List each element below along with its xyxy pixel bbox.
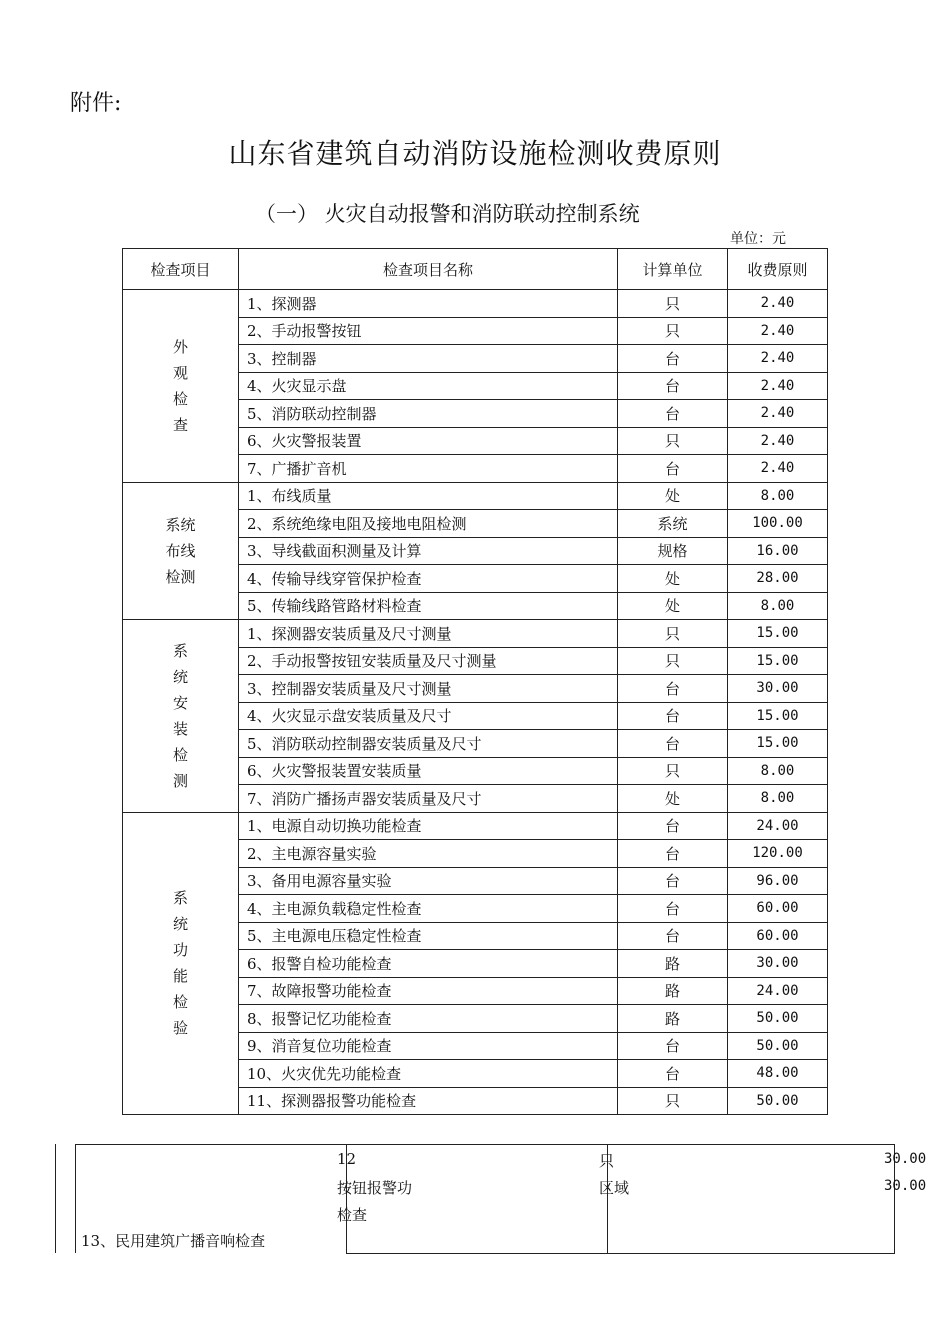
item-fee: 15.00 [728,730,828,758]
item-fee: 50.00 [728,1087,828,1115]
item-fee: 8.00 [728,592,828,620]
column-header: 检查项目名称 [239,249,618,290]
table-row [123,812,828,840]
item-fee: 2.40 [728,455,828,483]
item-fee: 60.00 [728,895,828,923]
item-unit: 台 [618,1060,728,1088]
fragment-border [75,1144,76,1253]
item-name: 3、控制器 [239,345,618,373]
table-row [123,620,828,648]
column-header: 收费原则 [728,249,828,290]
item-unit: 处 [618,565,728,593]
item-fee: 24.00 [728,977,828,1005]
item-fee: 60.00 [728,922,828,950]
item-unit: 规格 [618,537,728,565]
item13-fee: 30.00 [884,1178,927,1194]
item-unit: 只 [618,757,728,785]
item-unit: 台 [618,675,728,703]
item-unit: 只 [618,290,728,318]
item-fee: 50.00 [728,1032,828,1060]
item-fee: 2.40 [728,400,828,428]
unit-note: 单位：元 [730,231,786,247]
item-fee: 15.00 [728,620,828,648]
item-fee: 96.00 [728,867,828,895]
item-name: 7、消防广播扬声器安装质量及尺寸 [239,785,618,813]
item-fee: 2.40 [728,427,828,455]
table-row [123,482,828,510]
item-unit: 处 [618,592,728,620]
item-unit: 台 [618,840,728,868]
item-fee: 28.00 [728,565,828,593]
item-unit: 台 [618,1032,728,1060]
item12-unit: 只 [599,1152,615,1170]
item-fee: 30.00 [728,950,828,978]
item-unit: 台 [618,702,728,730]
item-unit: 处 [618,785,728,813]
item-unit: 路 [618,1005,728,1033]
item-name: 2、手动报警按钮 [239,317,618,345]
group-label: 系 统 安 装 检 测 [123,620,239,813]
attachment-label: 附件: [70,91,122,116]
item-unit: 台 [618,455,728,483]
item-name: 5、传输线路管路材料检查 [239,592,618,620]
item-fee: 2.40 [728,372,828,400]
item-name: 1、布线质量 [239,482,618,510]
item-unit: 台 [618,730,728,758]
item-fee: 2.40 [728,317,828,345]
item-name: 1、探测器 [239,290,618,318]
item-name: 5、主电源电压稳定性检查 [239,922,618,950]
item-unit: 处 [618,482,728,510]
item-unit: 台 [618,372,728,400]
item-name: 4、火灾显示盘 [239,372,618,400]
item-unit: 台 [618,812,728,840]
item-name: 4、火灾显示盘安装质量及尺寸 [239,702,618,730]
item-name: 3、导线截面积测量及计算 [239,537,618,565]
item-unit: 只 [618,317,728,345]
item-fee: 30.00 [728,675,828,703]
table-body [123,290,828,1115]
item-unit: 台 [618,867,728,895]
item-name: 1、探测器安装质量及尺寸测量 [239,620,618,648]
table-header-row [123,249,828,290]
item-name: 5、消防联动控制器 [239,400,618,428]
item12-name-line2: 按钮报警功 [337,1179,413,1197]
item-name: 7、广播扩音机 [239,455,618,483]
item-fee: 15.00 [728,647,828,675]
item-fee: 8.00 [728,757,828,785]
item-unit: 台 [618,400,728,428]
item-name: 6、火灾警报装置安装质量 [239,757,618,785]
item-name: 2、主电源容量实验 [239,840,618,868]
item-name: 1、电源自动切换功能检查 [239,812,618,840]
item-fee: 8.00 [728,482,828,510]
item-fee: 15.00 [728,702,828,730]
item-name: 10、火灾优先功能检查 [239,1060,618,1088]
item-fee: 100.00 [728,510,828,538]
item12-name-line3: 检查 [337,1206,368,1224]
fragment-border [55,1144,56,1253]
item-unit: 路 [618,950,728,978]
fee-table [122,248,828,1115]
item-unit: 只 [618,647,728,675]
item-name: 4、传输导线穿管保护检查 [239,565,618,593]
item-unit: 台 [618,345,728,373]
group-label: 外 观 检 查 [123,290,239,483]
item-name: 9、消音复位功能检查 [239,1032,618,1060]
fragment-border [346,1253,895,1254]
item-unit: 台 [618,922,728,950]
column-header: 检查项目 [123,249,239,290]
item-name: 7、故障报警功能检查 [239,977,618,1005]
item-fee: 16.00 [728,537,828,565]
fragment-border [75,1144,895,1145]
item-name: 2、系统绝缘电阻及接地电阻检测 [239,510,618,538]
group-label: 系 统 功 能 检 验 [123,812,239,1115]
item-name: 6、报警自检功能检查 [239,950,618,978]
table-row [123,290,828,318]
item-unit: 只 [618,427,728,455]
item12-fee: 30.00 [884,1151,927,1167]
item-name: 8、报警记忆功能检查 [239,1005,618,1033]
item-unit: 台 [618,895,728,923]
item-name: 3、控制器安装质量及尺寸测量 [239,675,618,703]
group-label: 系统 布线 检测 [123,482,239,620]
column-header: 计算单位 [618,249,728,290]
item-name: 2、手动报警按钮安装质量及尺寸测量 [239,647,618,675]
item-unit: 路 [618,977,728,1005]
item-unit: 只 [618,620,728,648]
item-unit: 系统 [618,510,728,538]
item-name: 6、火灾警报装置 [239,427,618,455]
item13-unit: 区域 [599,1179,630,1197]
item-name: 4、主电源负载稳定性检查 [239,895,618,923]
item-name: 3、备用电源容量实验 [239,867,618,895]
item-fee: 8.00 [728,785,828,813]
item-fee: 2.40 [728,345,828,373]
item-fee: 48.00 [728,1060,828,1088]
item12-number: 12 [337,1150,357,1168]
section-subtitle: （一） 火灾自动报警和消防联动控制系统 [255,202,640,226]
item-name: 11、探测器报警功能检查 [239,1087,618,1115]
item-unit: 只 [618,1087,728,1115]
item-name: 5、消防联动控制器安装质量及尺寸 [239,730,618,758]
item13-name: 13、民用建筑广播音响检查 [81,1232,266,1250]
page-title: 山东省建筑自动消防设施检测收费原则 [228,137,722,170]
item-fee: 2.40 [728,290,828,318]
item-fee: 120.00 [728,840,828,868]
item-fee: 50.00 [728,1005,828,1033]
item-fee: 24.00 [728,812,828,840]
